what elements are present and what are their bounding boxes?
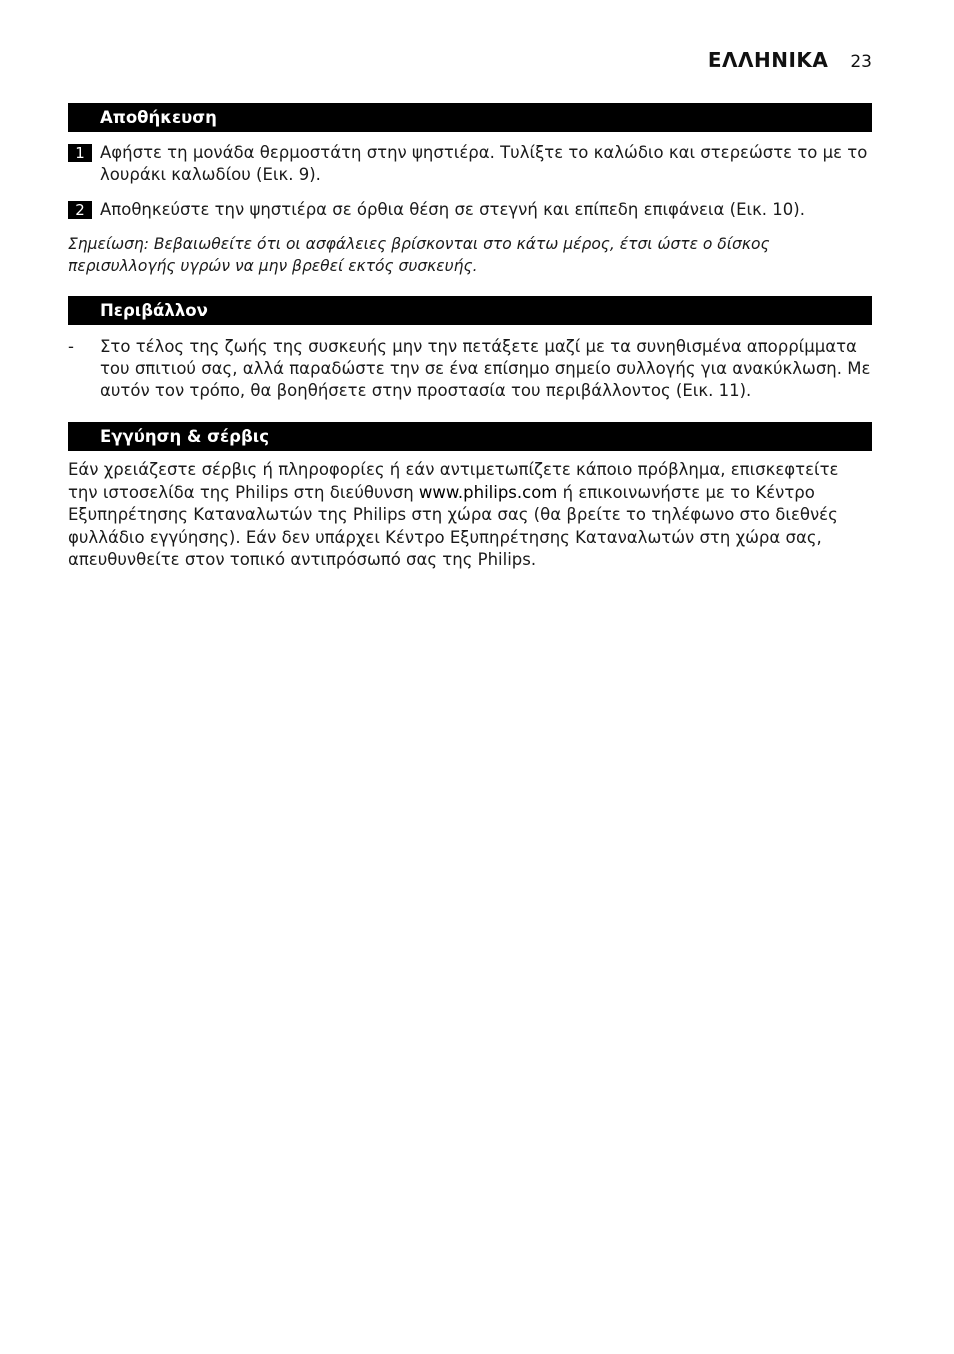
language-label: ΕΛΛΗΝΙΚΑ bbox=[707, 48, 829, 72]
storage-note: Σημείωση: Βεβαιωθείτε ότι οι ασφάλειες βρίσκονται στο κάτω μέρος, έτσι ώστε ο δίσκος περισυλλογής υγρών να μην βρεθεί εκτός συσκευής. bbox=[68, 235, 770, 275]
environment-bullet bbox=[68, 336, 874, 402]
section-title-environment: Περιβάλλον bbox=[68, 296, 872, 325]
page-header bbox=[708, 48, 872, 72]
page-number: 23 bbox=[850, 52, 872, 72]
guarantee-text-1: Εάν χρειάζεστε σέρβις ή πληροφορίες ή εάν αντιμετωπίζετε κάποιο πρόβλημα, επισκεφτείτε την ιστοσελίδα της Philips στη διεύθυνση bbox=[68, 460, 839, 502]
storage-step-1 bbox=[68, 142, 874, 186]
bullet-text: Στο τέλος της ζωής της συσκευής μην την πετάξετε μαζί με τα συνηθισμένα απορρίμματα του σπιτιού σας, αλλά παραδώστε την σε ένα επίσημο σημείο συλλογής για ανακύκλωση. Με αυτόν τον τρόπο, θα βοηθήσετε στην προστασία του περιβάλλοντος (Εικ. 11). bbox=[100, 337, 871, 400]
section-title-storage: Αποθήκευση bbox=[68, 103, 872, 132]
bullet-dash: - bbox=[68, 337, 74, 356]
step-number: 2 bbox=[68, 201, 92, 219]
step-number: 1 bbox=[68, 144, 92, 162]
guarantee-text-2: ή επικοινωνήστε με το Κέντρο Εξυπηρέτησης Καταναλωτών της Philips στη χώρα σας (θα βρείτε το τηλέφωνο στο διεθνές φυλλάδιο εγγύησης). Εάν δεν υπάρχει Κέντρο Εξυπηρέτησης Καταναλωτών στη χώρα σας, απευθυνθείτε στον τοπικό αντιπρόσωπό σας της Philips. bbox=[68, 482, 838, 569]
philips-website-link[interactable]: www.philips.com bbox=[418, 482, 558, 502]
step-text: Αφήστε τη μονάδα θερμοστάτη στην ψηστιέρα. Τυλίξτε το καλώδιο και στερεώστε το με το λουράκι καλωδίου (Εικ. 9). bbox=[100, 143, 868, 184]
guarantee-paragraph bbox=[68, 459, 868, 572]
storage-step-2 bbox=[68, 199, 874, 221]
section-title-guarantee: Εγγύηση & σέρβις bbox=[68, 422, 872, 451]
step-text: Αποθηκεύστε την ψηστιέρα σε όρθια θέση σε στεγνή και επίπεδη επιφάνεια (Εικ. 10). bbox=[100, 200, 805, 219]
